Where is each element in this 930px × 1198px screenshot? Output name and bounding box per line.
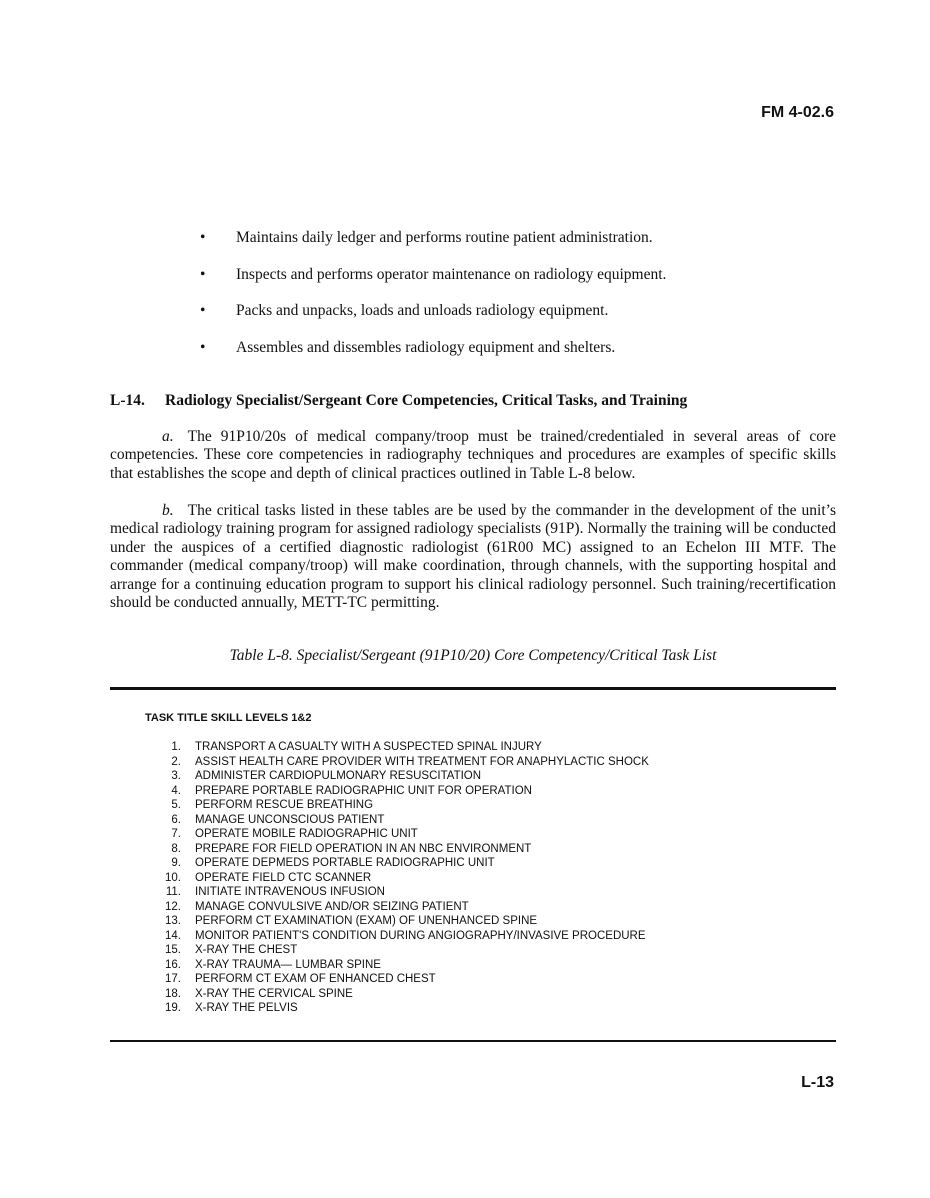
task-list	[155, 740, 649, 1016]
task-number: 4.	[171, 784, 181, 797]
task-row	[155, 740, 649, 755]
task-row	[155, 972, 649, 987]
task-text: PREPARE PORTABLE RADIOGRAPHIC UNIT FOR OPERATION	[195, 784, 532, 797]
bullet-item	[200, 339, 840, 376]
table-top-rule	[110, 687, 836, 690]
task-text: ASSIST HEALTH CARE PROVIDER WITH TREATMENT FOR ANAPHYLACTIC SHOCK	[195, 755, 649, 768]
task-text: INITIATE INTRAVENOUS INFUSION	[195, 886, 385, 898]
bullet-item	[200, 229, 840, 266]
task-row	[155, 827, 649, 842]
task-row	[155, 1001, 649, 1016]
task-row	[155, 856, 649, 871]
table-bottom-rule	[110, 1040, 836, 1042]
task-row	[155, 914, 649, 929]
paragraph-text: The 91P10/20s of medical company/troop must be trained/credentialed in several areas of core competencies. These core competencies in radiography techniques and procedures are examples of specific skills that establishes the scope and depth of clinical practices outlined in Table L-8 below.	[110, 428, 836, 482]
task-table-header: TASK TITLE SKILL LEVELS 1&2	[145, 712, 312, 724]
task-text: MANAGE CONVULSIVE AND/OR SEIZING PATIENT	[195, 900, 469, 913]
task-row	[155, 842, 649, 857]
bullet-text: Maintains daily ledger and performs routine patient administration.	[236, 229, 653, 246]
task-row	[155, 958, 649, 973]
task-text: MANAGE UNCONSCIOUS PATIENT	[195, 813, 385, 826]
task-number: 18.	[165, 987, 181, 1000]
task-number: 13.	[165, 915, 181, 927]
bullet-symbol: •	[200, 302, 206, 319]
section-number: L-14.	[110, 392, 145, 409]
task-number: 15.	[165, 944, 181, 956]
section-heading	[110, 392, 687, 410]
task-row	[155, 929, 649, 944]
task-number: 19.	[165, 1002, 181, 1014]
document-id: FM 4-02.6	[761, 104, 834, 121]
task-number: 16.	[165, 958, 181, 971]
bullet-symbol: •	[200, 265, 206, 283]
task-row	[155, 987, 649, 1002]
task-text: X-RAY THE CHEST	[195, 944, 298, 956]
task-row	[155, 755, 649, 770]
task-text: ADMINISTER CARDIOPULMONARY RESUSCITATION	[195, 770, 482, 782]
task-number: 10.	[165, 871, 181, 884]
page-number: L-13	[801, 1074, 834, 1091]
task-text: X-RAY THE PELVIS	[195, 1002, 298, 1014]
paragraph-marker: a.	[162, 428, 174, 445]
task-number: 12.	[165, 900, 181, 913]
task-number: 5.	[171, 799, 181, 811]
table-caption: Table L-8. Specialist/Sergeant (91P10/20) Core Competency/Critical Task List	[229, 647, 717, 664]
task-text: OPERATE FIELD CTC SCANNER	[195, 871, 372, 884]
task-text: OPERATE DEPMEDS PORTABLE RADIOGRAPHIC UNIT	[195, 857, 495, 869]
task-text: PERFORM CT EXAMINATION (EXAM) OF UNENHANCED SPINE	[195, 915, 538, 927]
paragraph-marker: b.	[162, 502, 174, 519]
bullet-text: Packs and unpacks, loads and unloads radiology equipment.	[236, 302, 609, 319]
bullet-text: Inspects and performs operator maintenance on radiology equipment.	[236, 265, 667, 283]
task-number: 14.	[165, 929, 181, 942]
task-number: 3.	[171, 770, 181, 782]
bullet-text: Assembles and dissembles radiology equipment and shelters.	[236, 338, 616, 356]
task-text: X-RAY THE CERVICAL SPINE	[195, 987, 353, 1000]
bullet-symbol: •	[200, 229, 206, 246]
task-number: 2.	[171, 755, 181, 768]
task-number: 1.	[171, 741, 181, 753]
task-number: 17.	[165, 973, 181, 985]
task-row	[155, 784, 649, 799]
paragraph-text: The critical tasks listed in these tables are be used by the commander in the development of the unit’s medical radiology training program for assigned radiology specialists (91P). Normally the training will be conducted under the auspices of a certified diagnostic radiologist (61R00 MC) assigned to an Echelon III MTF. The commander (medical company/troop) will make coordination, through channels, with the supporting hospital and arrange for a continuing education program to support his clinical radiology personnel. Such training/recertification should be conducted annually, METT-TC permitting.	[110, 502, 836, 612]
task-text: TRANSPORT A CASUALTY WITH A SUSPECTED SPINAL INJURY	[195, 741, 542, 753]
bullet-list	[200, 229, 840, 375]
task-number: 8.	[171, 842, 181, 855]
task-row	[155, 871, 649, 886]
task-row	[155, 798, 649, 813]
task-number: 6.	[171, 813, 181, 826]
section-title: Radiology Specialist/Sergeant Core Competencies, Critical Tasks, and Training	[165, 392, 688, 409]
task-number: 9.	[171, 857, 181, 869]
bullet-item	[200, 302, 840, 339]
paragraph-b	[110, 502, 836, 612]
bullet-symbol: •	[200, 338, 206, 356]
paragraph-a	[110, 428, 836, 483]
task-text: PREPARE FOR FIELD OPERATION IN AN NBC ENVIRONMENT	[195, 842, 532, 855]
task-number: 7.	[171, 828, 181, 840]
task-number: 11.	[165, 886, 181, 898]
task-row	[155, 769, 649, 784]
bullet-item	[200, 266, 840, 303]
task-row	[155, 900, 649, 915]
task-text: MONITOR PATIENT'S CONDITION DURING ANGIOGRAPHY/INVASIVE PROCEDURE	[195, 929, 646, 942]
task-row	[155, 943, 649, 958]
task-text: PERFORM CT EXAM OF ENHANCED CHEST	[195, 973, 436, 985]
task-text: PERFORM RESCUE BREATHING	[195, 799, 374, 811]
task-text: X-RAY TRAUMA— LUMBAR SPINE	[195, 958, 381, 971]
task-text: OPERATE MOBILE RADIOGRAPHIC UNIT	[195, 828, 418, 840]
task-row	[155, 813, 649, 828]
task-row	[155, 885, 649, 900]
